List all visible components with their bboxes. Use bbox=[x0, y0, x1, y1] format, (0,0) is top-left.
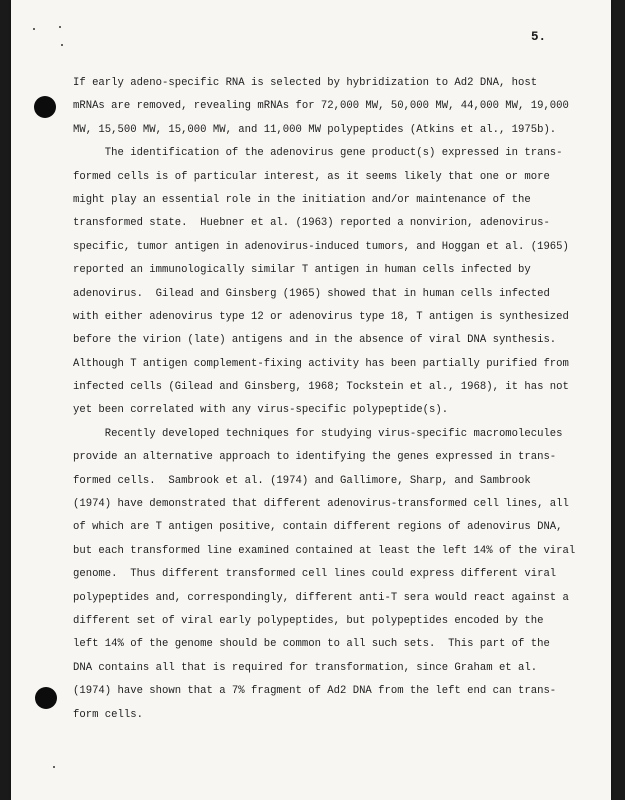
paper-speck bbox=[59, 26, 61, 28]
punch-hole-bottom bbox=[35, 687, 57, 709]
text-line: of which are T antigen positive, contain different regions of adenovirus DNA, bbox=[73, 521, 563, 534]
text-line: If early adeno-specific RNA is selected by hybridization to Ad2 DNA, host bbox=[73, 77, 538, 89]
paper-speck bbox=[53, 766, 55, 768]
text-line: infected cells (Gilead and Ginsberg, 1968; Tockstein et al., 1968), it has not bbox=[73, 381, 569, 394]
text-line: Although T antigen complement-fixing activity has been partially purified from bbox=[73, 357, 569, 370]
text-line: genome. Thus different transformed cell lines could express different viral bbox=[73, 568, 557, 581]
text-line: adenovirus. Gilead and Ginsberg (1965) showed that in human cells infected bbox=[73, 287, 550, 300]
text-line: transformed state. Huebner et al. (1963) reported a nonvirion, adenovirus- bbox=[73, 217, 550, 230]
text-line: specific, tumor antigen in adenovirus-induced tumors, and Hoggan et al. (1965) bbox=[73, 240, 569, 253]
text-line: with either adenovirus type 12 or adenovirus type 18, T antigen is synthesized bbox=[73, 310, 569, 323]
text-line: form cells. bbox=[73, 708, 143, 721]
text-line: The identification of the adenovirus gene product(s) expressed in trans- bbox=[73, 147, 563, 160]
text-line: Recently developed techniques for studying virus-specific macromolecules bbox=[73, 427, 563, 440]
punch-hole-top bbox=[34, 96, 56, 118]
page-number: 5. bbox=[531, 30, 547, 44]
text-line: MW, 15,500 MW, 15,000 MW, and 11,000 MW polypeptides (Atkins et al., 1975b). bbox=[73, 123, 557, 136]
text-line: reported an immunologically similar T antigen in human cells infected by bbox=[73, 264, 531, 277]
text-line: might play an essential role in the initiation and/or maintenance of the bbox=[73, 193, 531, 206]
text-line: DNA contains all that is required for transformation, since Graham et al. bbox=[73, 661, 538, 674]
paper-speck bbox=[61, 44, 63, 46]
text-line: mRNAs are removed, revealing mRNAs for 72,000 MW, 50,000 MW, 44,000 MW, 19,000 bbox=[73, 100, 569, 113]
text-line: left 14% of the genome should be common to all such sets. This part of the bbox=[73, 638, 550, 651]
text-line: before the virion (late) antigens and in the absence of viral DNA synthesis. bbox=[73, 334, 557, 347]
text-line: formed cells. Sambrook et al. (1974) and Gallimore, Sharp, and Sambrook bbox=[73, 474, 531, 487]
text-line: polypeptides and, correspondingly, different anti-T sera would react against a bbox=[73, 591, 569, 604]
text-line: different set of viral early polypeptides, but polypeptides encoded by the bbox=[73, 614, 544, 627]
body-text bbox=[73, 72, 576, 727]
text-line: provide an alternative approach to identifying the genes expressed in trans- bbox=[73, 451, 557, 464]
text-line: (1974) have shown that a 7% fragment of Ad2 DNA from the left end can trans- bbox=[73, 685, 557, 698]
document-page bbox=[11, 0, 611, 800]
text-line: yet been correlated with any virus-specific polypeptide(s). bbox=[73, 404, 449, 417]
paper-speck bbox=[33, 28, 35, 30]
text-line: (1974) have demonstrated that different adenovirus-transformed cell lines, all bbox=[73, 498, 569, 511]
text-line: but each transformed line examined contained at least the left 14% of the viral bbox=[73, 544, 576, 557]
text-line: formed cells is of particular interest, as it seems likely that one or more bbox=[73, 170, 550, 183]
